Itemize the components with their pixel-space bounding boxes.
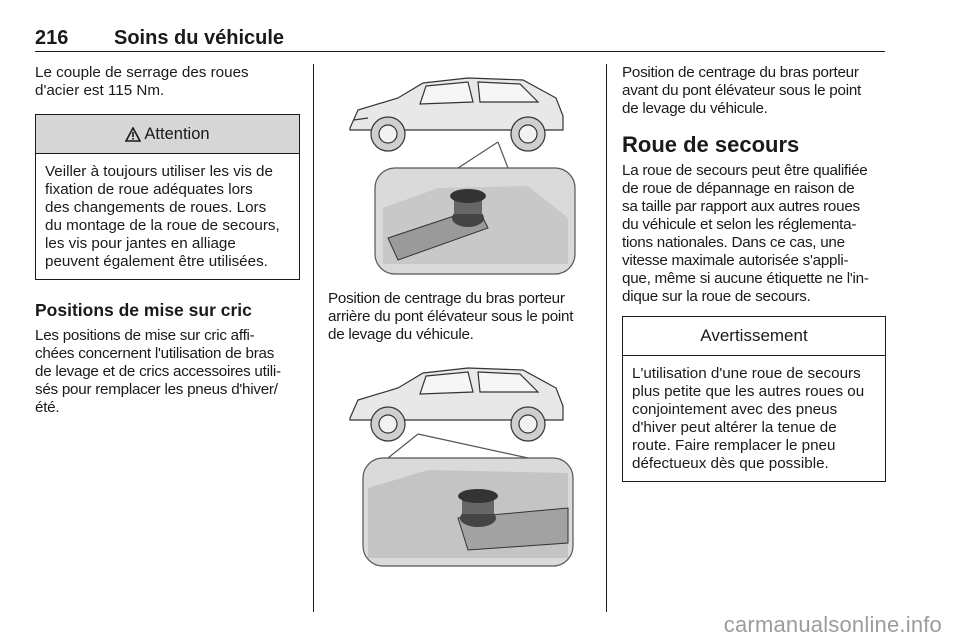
rear-lift-point-figure: [328, 68, 591, 278]
car-side-view: [350, 368, 563, 441]
column-divider: [313, 64, 314, 612]
front-lift-point-figure: [328, 358, 591, 568]
torque-paragraph: Le couple de serrage des roues d'acier est 115 Nm.: [35, 64, 249, 99]
front-lift-caption: Position de centrage du bras porteur avant du pont élévateur sous le point de levage du véhicule.: [622, 64, 861, 117]
attention-body: Veiller à toujours utiliser les vis de fixation de roue adéquates lors des changements de roues. Lors du montage de la roue de secours, les vis pour jantes en alliage peuvent également être utilisées.: [45, 163, 280, 270]
jacking-positions-heading: Positions de mise sur cric: [35, 300, 252, 320]
car-side-view: [350, 78, 563, 151]
rear-lift-caption: Position de centrage du bras porteur arrière du pont élévateur sous le point de levage du véhicule.: [328, 290, 574, 343]
warning-body: L'utilisation d'une roue de secours plus petite que les autres roues ou conjointement avec des pneus d'hiver peut altérer la tenue de route. Faire remplacer le pneu défectueux dès que possible.: [632, 365, 865, 472]
attention-title: Attention: [144, 124, 210, 143]
attention-header: [36, 115, 299, 154]
attention-box: [35, 114, 300, 280]
page-number: 216: [35, 27, 69, 49]
lift-point-detail: [363, 458, 573, 566]
front-lift-illustration: [328, 358, 591, 570]
warning-triangle-icon: [125, 127, 141, 142]
warning-title: Avertissement: [700, 326, 808, 345]
warning-box: [622, 316, 886, 482]
spare-wheel-heading: Roue de secours: [622, 132, 800, 157]
column-left: [35, 64, 300, 417]
column-middle: [328, 64, 591, 568]
jacking-paragraph: Les positions de mise sur cric affi- chées concernent l'utilisation de bras de levage et de crics accessoires utili- sés pour remplacer les pneus d'hiver/ été.: [35, 327, 281, 416]
section-title: Soins du véhicule: [114, 27, 285, 49]
column-right: [622, 64, 886, 482]
warning-header: [623, 317, 885, 356]
rear-lift-illustration: [328, 68, 591, 280]
lift-point-detail: [375, 168, 575, 274]
watermark: carmanualsonline.info: [723, 612, 942, 637]
column-divider: [606, 64, 607, 612]
page-header: [35, 27, 885, 52]
spare-wheel-paragraph: La roue de secours peut être qualifiée de roue de dépannage en raison de sa taille par rapport aux autres roues du véhicule et selon les réglementa- tions nationales. Dans ce cas, une vitesse maximale autorisée s'appli- que, même si aucune étiquette ne l'in- dique sur la roue de secours.: [622, 162, 869, 305]
